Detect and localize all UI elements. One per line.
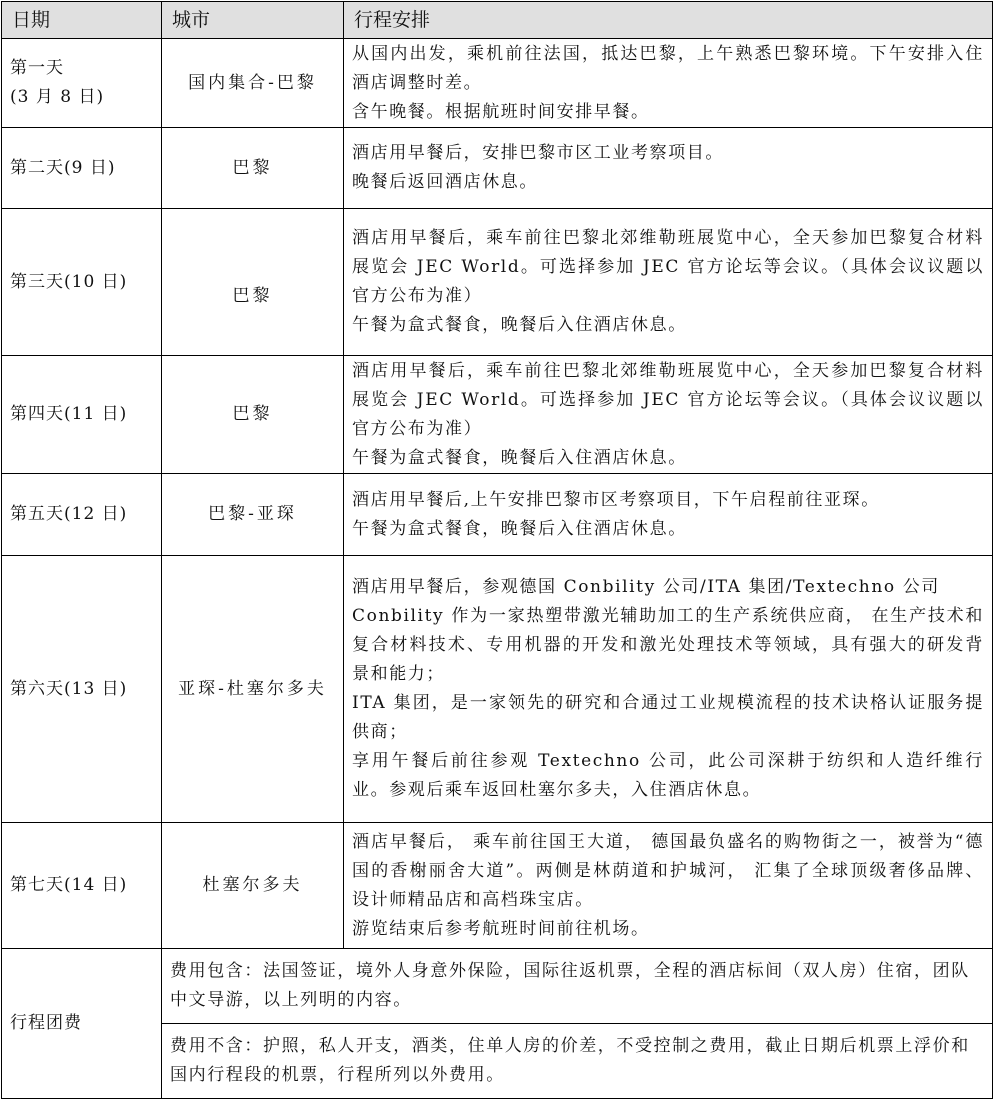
plan-cell xyxy=(344,474,993,556)
table-row-day-7 xyxy=(2,823,993,949)
table-row-day-4 xyxy=(2,356,993,474)
date-cell xyxy=(2,39,162,128)
fee-included-cell: 费用包含：法国签证，境外人身意外保险，国际往返机票，全程的酒店标间（双人房）住宿，团队中文导游，以上列明的内容。 xyxy=(162,949,993,1024)
date-cell: 第七天(14 日) xyxy=(2,823,162,949)
date-line: 第一天 xyxy=(10,58,64,78)
city-cell: 巴黎 xyxy=(162,209,344,356)
table-row-day-5 xyxy=(2,474,993,556)
date-line: (3 月 8 日) xyxy=(10,87,105,107)
plan-line: 游览结束后参考航班时间前往机场。 xyxy=(352,918,650,939)
table-row-day-3 xyxy=(2,209,993,356)
fee-label-cell: 行程团费 xyxy=(2,949,162,1099)
itinerary-table xyxy=(1,1,993,1099)
plan-line: 酒店用早餐后，乘车前往巴黎北郊维勒班展览中心，全天参加巴黎复合材料展览会 JEC World。可选择参加 JEC 官方论坛等会议。（具体会议议题以官方公布为准） xyxy=(352,360,984,439)
table-row-day-1 xyxy=(2,39,993,128)
plan-line: Conbility 作为一家热塑带激光辅助加工的生产系统供应商， 在生产技术和复合材料技术、专用机器的开发和激光处理技术等领域，具有强大的研发背景和能力； xyxy=(352,606,984,684)
plan-line: 午餐为盒式餐食，晚餐后入住酒店休息。 xyxy=(352,518,687,539)
city-cell: 巴黎-亚琛 xyxy=(162,474,344,556)
date-cell: 第五天(12 日) xyxy=(2,474,162,556)
plan-line: 含午晚餐。根据航班时间安排早餐。 xyxy=(352,101,650,122)
plan-line: 午餐为盒式餐食，晚餐后入住酒店休息。 xyxy=(352,315,687,335)
plan-line: 享用午餐后前往参观 Textechno 公司，此公司深耕于纺织和人造纤维行业。参观后乘车返回杜塞尔多夫，入住酒店休息。 xyxy=(352,751,984,800)
plan-line: 酒店用早餐后，乘车前往巴黎北郊维勒班展览中心，全天参加巴黎复合材料展览会 JEC World。可选择参加 JEC 官方论坛等会议。（具体会议议题以官方公布为准） xyxy=(352,228,984,306)
header-row xyxy=(2,2,993,39)
plan-cell xyxy=(344,209,993,356)
table-row-day-2 xyxy=(2,128,993,209)
plan-line: 酒店早餐后， 乘车前往国王大道， 德国最负盛名的购物街之一，被誉为“德国的香榭丽舍大道”。两侧是林荫道和护城河， 汇集了全球顶级奢侈品牌、 设计师精品店和高档珠宝店。 xyxy=(352,831,984,910)
city-cell: 巴黎 xyxy=(162,356,344,474)
plan-cell xyxy=(344,356,993,474)
date-cell: 第四天(11 日) xyxy=(2,356,162,474)
fee-excluded-cell: 费用不含：护照，私人开支，酒类，住单人房的价差，不受控制之费用，截止日期后机票上浮价和国内行程段的机票，行程所列以外费用。 xyxy=(162,1024,993,1099)
header-plan: 行程安排 xyxy=(344,2,993,39)
fee-row-included xyxy=(2,949,993,1024)
date-cell: 第六天(13 日) xyxy=(2,556,162,823)
city-cell: 杜塞尔多夫 xyxy=(162,823,344,949)
date-cell: 第三天(10 日) xyxy=(2,209,162,356)
city-cell: 国内集合-巴黎 xyxy=(162,39,344,128)
plan-cell xyxy=(344,39,993,128)
plan-line: 酒店用早餐后,上午安排巴黎市区考察项目，下午启程前往亚琛。 xyxy=(352,489,880,510)
plan-line: 酒店用早餐后，安排巴黎市区工业考察项目。 xyxy=(352,143,724,163)
plan-cell xyxy=(344,823,993,949)
table-row-day-6 xyxy=(2,556,993,823)
plan-cell xyxy=(344,128,993,209)
header-city: 城市 xyxy=(162,2,344,39)
date-cell: 第二天(9 日) xyxy=(2,128,162,209)
plan-line: 酒店用早餐后，参观德国 Conbility 公司/ITA 集团/Textechno 公司 xyxy=(352,577,940,597)
plan-line: 晚餐后返回酒店休息。 xyxy=(352,172,538,192)
plan-line: 午餐为盒式餐食，晚餐后入住酒店休息。 xyxy=(352,447,687,468)
header-date: 日期 xyxy=(2,2,162,39)
plan-line: 从国内出发，乘机前往法国，抵达巴黎，上午熟悉巴黎环境。下午安排入住酒店调整时差。 xyxy=(352,43,984,93)
plan-line: ITA 集团，是一家领先的研究和合通过工业规模流程的技术诀格认证服务提供商； xyxy=(352,693,984,742)
city-cell: 亚琛-杜塞尔多夫 xyxy=(162,556,344,823)
city-cell: 巴黎 xyxy=(162,128,344,209)
plan-cell xyxy=(344,556,993,823)
